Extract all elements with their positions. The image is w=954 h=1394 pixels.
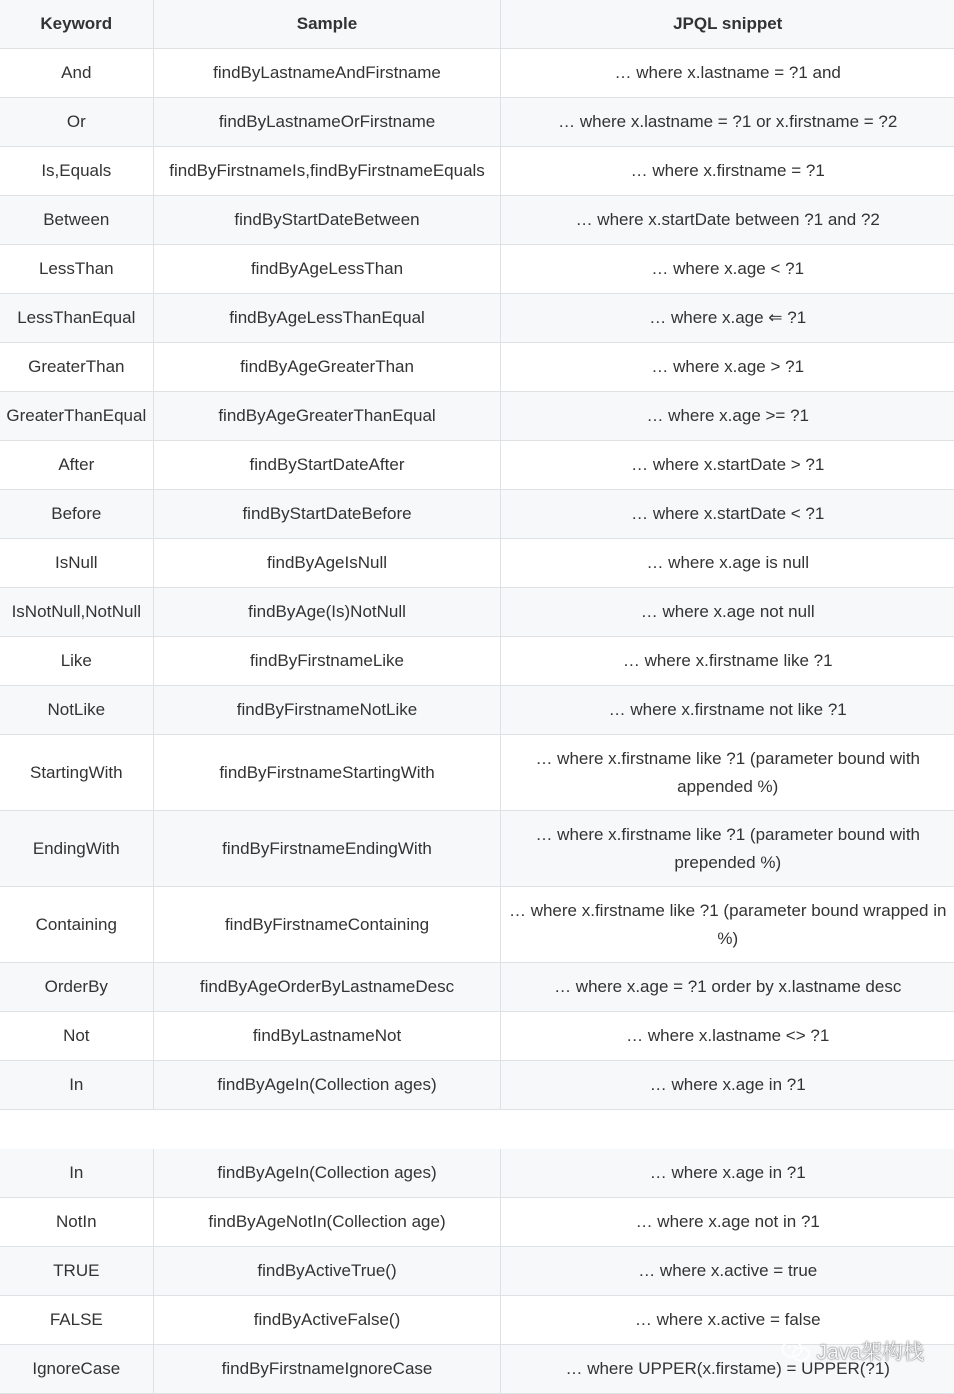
- keyword-cell: LessThanEqual: [0, 294, 153, 343]
- jpql-cell: … where x.age > ?1: [501, 343, 954, 392]
- table-row: [0, 588, 954, 637]
- keyword-cell: IsNull: [0, 539, 153, 588]
- keyword-cell: Containing: [0, 887, 153, 963]
- sample-cell: findByAgeLessThanEqual: [153, 294, 501, 343]
- sample-cell: findByStartDateBefore: [153, 490, 501, 539]
- keyword-cell: After: [0, 441, 153, 490]
- jpql-cell: … where x.lastname = ?1 and: [501, 49, 954, 98]
- keyword-cell: EndingWith: [0, 811, 153, 887]
- sample-cell: findByFirstnameIs,findByFirstnameEquals: [153, 147, 501, 196]
- jpql-cell: … where x.startDate between ?1 and ?2: [501, 196, 954, 245]
- sample-cell: findByAge(Is)NotNull: [153, 588, 501, 637]
- keyword-cell: IgnoreCase: [0, 1345, 153, 1394]
- table-row: [0, 98, 954, 147]
- sample-cell: findByActiveFalse(): [153, 1296, 501, 1345]
- keyword-cell: Or: [0, 98, 153, 147]
- jpql-cell: … where x.startDate > ?1: [501, 441, 954, 490]
- table-row: [0, 147, 954, 196]
- jpql-cell: … where x.firstname like ?1 (parameter bound wrapped in %): [501, 887, 954, 963]
- table-row: [0, 196, 954, 245]
- jpql-cell: … where x.age >= ?1: [501, 392, 954, 441]
- header-jpql: JPQL snippet: [501, 0, 954, 49]
- keyword-cell: FALSE: [0, 1296, 153, 1345]
- table-row: [0, 1247, 954, 1296]
- sample-cell: findByAgeIn(Collection ages): [153, 1061, 501, 1110]
- keyword-cell: GreaterThan: [0, 343, 153, 392]
- keyword-cell: Between: [0, 196, 153, 245]
- header-sample: Sample: [153, 0, 501, 49]
- jpql-cell: … where x.age not in ?1: [501, 1198, 954, 1247]
- jpql-cell: … where x.age in ?1: [501, 1061, 954, 1110]
- wechat-icon: [781, 1339, 811, 1363]
- jpql-cell: … where x.lastname <> ?1: [501, 1012, 954, 1061]
- sample-cell: findByLastnameAndFirstname: [153, 49, 501, 98]
- sample-cell: findByActiveTrue(): [153, 1247, 501, 1296]
- sample-cell: findByFirstnameIgnoreCase: [153, 1345, 501, 1394]
- table-row: [0, 441, 954, 490]
- jpql-cell: … where x.active = true: [501, 1247, 954, 1296]
- jpql-cell: … where x.age = ?1 order by x.lastname desc: [501, 963, 954, 1012]
- jpql-cell: … where x.firstname not like ?1: [501, 686, 954, 735]
- sample-cell: findByLastnameOrFirstname: [153, 98, 501, 147]
- sample-cell: findByStartDateBetween: [153, 196, 501, 245]
- sample-cell: findByFirstnameStartingWith: [153, 735, 501, 811]
- table-row: [0, 49, 954, 98]
- table-header-row: [0, 0, 954, 49]
- sample-cell: findByAgeGreaterThanEqual: [153, 392, 501, 441]
- table-row: [0, 343, 954, 392]
- table-row: [0, 490, 954, 539]
- keyword-cell: LessThan: [0, 245, 153, 294]
- jpql-cell: … where x.age in ?1: [501, 1149, 954, 1198]
- table-row: [0, 1012, 954, 1061]
- sample-cell: findByAgeLessThan: [153, 245, 501, 294]
- sample-cell: findByFirstnameContaining: [153, 887, 501, 963]
- keyword-cell: Like: [0, 637, 153, 686]
- keyword-cell: In: [0, 1061, 153, 1110]
- keyword-cell: TRUE: [0, 1247, 153, 1296]
- jpql-cell: … where x.firstname like ?1 (parameter bound with appended %): [501, 735, 954, 811]
- sample-cell: findByAgeIn(Collection ages): [153, 1149, 501, 1198]
- jpql-cell: … where UPPER(x.firstame) = UPPER(?1): [501, 1345, 954, 1394]
- sample-cell: findByAgeOrderByLastnameDesc: [153, 963, 501, 1012]
- sample-cell: findByFirstnameNotLike: [153, 686, 501, 735]
- sample-cell: findByLastnameNot: [153, 1012, 501, 1061]
- sample-cell: findByAgeIsNull: [153, 539, 501, 588]
- table-row: [0, 1149, 954, 1198]
- keyword-cell: StartingWith: [0, 735, 153, 811]
- watermark: [781, 1336, 924, 1366]
- watermark-text: Java架构栈: [816, 1341, 924, 1364]
- keyword-cell: GreaterThanEqual: [0, 392, 153, 441]
- header-keyword: Keyword: [0, 0, 153, 49]
- jpql-cell: … where x.firstname like ?1: [501, 637, 954, 686]
- keyword-cell: And: [0, 49, 153, 98]
- keyword-cell: Before: [0, 490, 153, 539]
- table-row: [0, 539, 954, 588]
- sample-cell: findByFirstnameEndingWith: [153, 811, 501, 887]
- keyword-cell: NotIn: [0, 1198, 153, 1247]
- table-row: [0, 245, 954, 294]
- table-row: [0, 963, 954, 1012]
- table-row: [0, 294, 954, 343]
- table-row: [0, 1061, 954, 1110]
- table-row: [0, 887, 954, 963]
- jpql-cell: … where x.firstname like ?1 (parameter bound with prepended %): [501, 811, 954, 887]
- sample-cell: findByAgeGreaterThan: [153, 343, 501, 392]
- jpql-cell: … where x.age ⇐ ?1: [501, 294, 954, 343]
- keyword-cell: OrderBy: [0, 963, 153, 1012]
- sample-cell: findByAgeNotIn(Collection age): [153, 1198, 501, 1247]
- keyword-cell: NotLike: [0, 686, 153, 735]
- table-row: [0, 392, 954, 441]
- table-row: [0, 1198, 954, 1247]
- jpql-cell: … where x.age is null: [501, 539, 954, 588]
- jpql-cell: … where x.firstname = ?1: [501, 147, 954, 196]
- jpql-cell: … where x.age < ?1: [501, 245, 954, 294]
- jpql-cell: … where x.age not null: [501, 588, 954, 637]
- keyword-cell: In: [0, 1149, 153, 1198]
- table-row: [0, 637, 954, 686]
- table-row: [0, 735, 954, 811]
- jpql-cell: … where x.lastname = ?1 or x.firstname = ?2: [501, 98, 954, 147]
- table-row: [0, 686, 954, 735]
- jpql-cell: … where x.active = false: [501, 1296, 954, 1345]
- keyword-cell: Not: [0, 1012, 153, 1061]
- table-row: [0, 811, 954, 887]
- keyword-cell: IsNotNull,NotNull: [0, 588, 153, 637]
- keyword-cell: Is,Equals: [0, 147, 153, 196]
- jpql-cell: … where x.startDate < ?1: [501, 490, 954, 539]
- sample-cell: findByFirstnameLike: [153, 637, 501, 686]
- sample-cell: findByStartDateAfter: [153, 441, 501, 490]
